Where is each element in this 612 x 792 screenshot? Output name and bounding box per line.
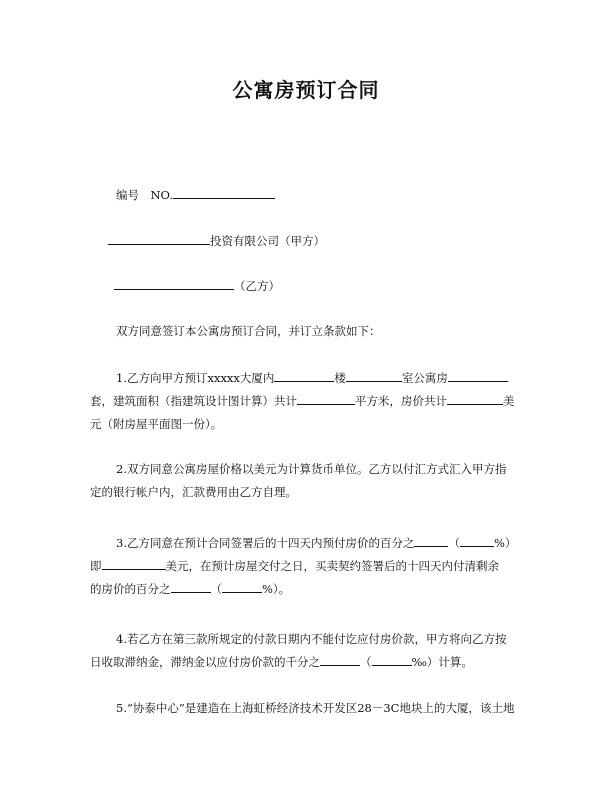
party-a-line bbox=[108, 232, 325, 249]
party-b-blank bbox=[114, 277, 234, 290]
intro-text: 双方同意签订本公寓房预订合同，并订立条款如下： bbox=[116, 324, 381, 338]
number-label: 编号 NO. bbox=[116, 188, 173, 202]
clause-2: 2.双方同意公寓房屋价格以美元为计算货币单位。乙方以付汇方式汇入甲方指 定的银行帐户内，汇款费用由乙方自理。 bbox=[90, 462, 507, 499]
party-b-line bbox=[114, 277, 280, 294]
party-b-label: （乙方） bbox=[234, 279, 280, 293]
clause-4: 4.若乙方在第三款所规定的付款日期内不能付讫应付房价款，甲方将向乙方按 日收取滞纳金，滞纳金以应付房价款的千分之 （ ‰）计算。 bbox=[90, 632, 507, 669]
clause-5: 5.“协泰中心”是建造在上海虹桥经济技术开发区28－3C地块上的大厦，该土地 bbox=[116, 701, 515, 715]
clause-3: 3.乙方同意在预计合同签署后的十四天内预付房价的百分之 （ %） 即 美元，在预计房屋交付之日，买卖契约签署后的十四天内付清剩余 的房价的百分之 （ %）。 bbox=[90, 536, 517, 596]
clause-1: 1.乙方向甲方预订xxxxx大厦内 楼 室公寓房 套，建筑面积（指建筑设计图计算）共计 平方米，房价共计 美 元（附房屋平面图一份）。 bbox=[90, 371, 515, 431]
contract-number-line bbox=[116, 186, 275, 203]
party-a-label: 投资有限公司（甲方） bbox=[210, 234, 325, 248]
document-title: 公寓房预订合同 bbox=[232, 78, 380, 102]
number-blank bbox=[173, 186, 275, 199]
party-a-blank bbox=[108, 232, 210, 245]
